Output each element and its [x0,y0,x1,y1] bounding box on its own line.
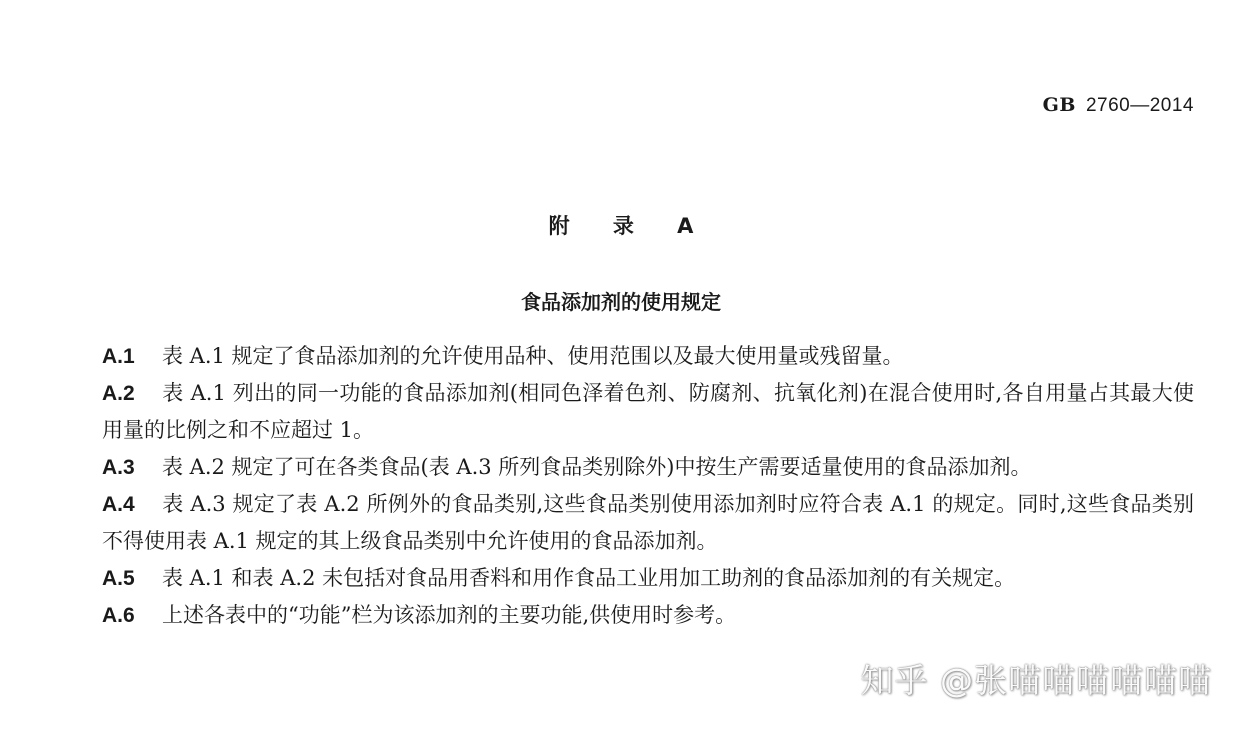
clause-a3 [102,449,1194,486]
clause-a2 [102,375,1194,449]
standard-prefix: GB [1042,94,1076,116]
standard-code [1043,94,1194,117]
clause-list [102,338,1194,634]
standard-number: 2760—2014 [1085,95,1194,116]
clause-id: A.3 [102,456,135,479]
clause-text: 表 A.2 规定了可在各类食品(表 A.3 所列食品类别除外)中按生产需要适量使用的食品添加剂。 [162,455,1032,479]
clause-text: 上述各表中的“功能”栏为该添加剂的主要功能,供使用时参考。 [162,603,737,627]
clause-text: 表 A.1 和表 A.2 未包括对食品用香料和用作食品工业用加工助剂的食品添加剂的有关规定。 [162,566,1016,590]
clause-a1 [102,338,1194,375]
clause-id: A.6 [102,604,135,627]
clause-id: A.1 [102,345,135,368]
clause-text: 表 A.3 规定了表 A.2 所例外的食品类别,这些食品类别使用添加剂时应符合表 A.1 的规定。同时,这些食品类别不得使用表 A.1 规定的其上级食品类别中允许使用的食品添加剂。 [102,492,1194,553]
clause-a5 [102,560,1194,597]
clause-text: 表 A.1 规定了食品添加剂的允许使用品种、使用范围以及最大使用量或残留量。 [162,344,904,368]
clause-text: 表 A.1 列出的同一功能的食品添加剂(相同色泽着色剂、防腐剂、抗氧化剂)在混合使用时,各自用量占其最大使用量的比例之和不应超过 1。 [102,381,1194,442]
clause-id: A.5 [102,567,135,590]
clause-id: A.4 [102,493,135,516]
clause-a4 [102,486,1194,560]
zhihu-watermark: 知乎 @张喵喵喵喵喵喵 [860,661,1212,700]
clause-id: A.2 [102,382,135,405]
section-title: 食品添加剂的使用规定 [521,290,721,314]
appendix-title: 附 录 A [548,214,712,238]
clause-a6 [102,597,1194,634]
